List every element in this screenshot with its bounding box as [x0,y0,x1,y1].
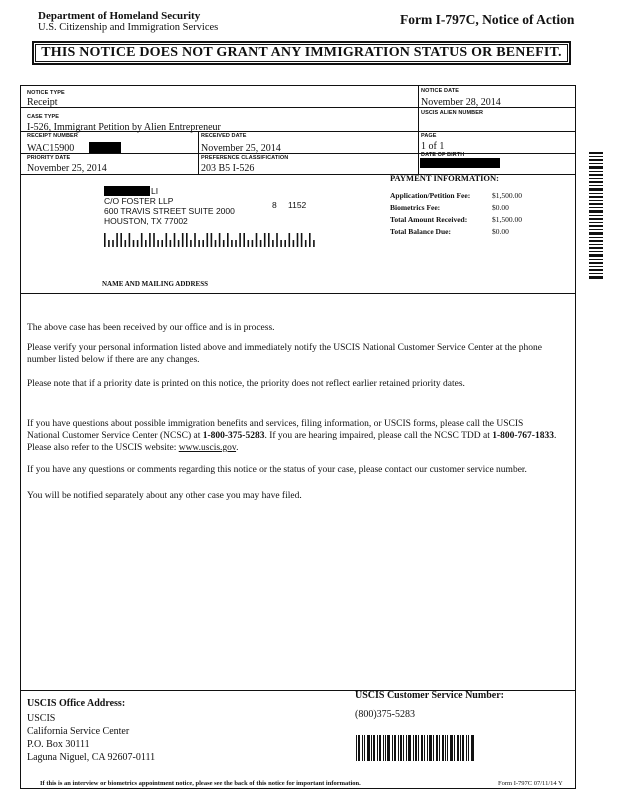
customer-service-title: USCIS Customer Service Number: [355,690,504,701]
notice-date-label: NOTICE DATE [421,88,459,94]
received-date-value: November 25, 2014 [201,143,281,154]
redaction [420,158,500,168]
footer-note: If this is an interview or biometrics appointment notice, please see the back of this notice for important information. [40,780,361,787]
preference-label: PREFERENCE CLASSIFICATION [201,155,289,161]
redaction [89,142,121,153]
form-version: Form I-797C 07/11/14 Y [498,780,563,787]
divider [20,153,576,154]
sort-code-a: 8 [272,200,277,210]
office-line: Laguna Niguel, CA 92607-0111 [27,752,156,763]
uscis-website-link[interactable]: www.uscis.gov [178,443,237,453]
office-line: USCIS [27,713,56,724]
subagency-name: U.S. Citizenship and Immigration Services [38,22,219,33]
ncsc-phone: 1-800-375-5283 [202,431,265,441]
page-label: PAGE [421,133,437,139]
payment-label: Application/Petition Fee: [390,191,471,200]
page-value: 1 of 1 [421,141,445,152]
body-text: If you have questions about possible immigration benefits and services, filing information, or USCIS forms, please call the USCIS National Customer Service Center (NCSC) at [27,419,524,441]
body-paragraph: Please verify your personal information listed above and immediately notify the USCIS National Customer Service Center at the phone number listed below if there are any changes. [27,343,542,365]
office-line: P.O. Box 30111 [27,739,90,750]
payment-label: Total Balance Due: [390,227,451,236]
priority-date-value: November 25, 2014 [27,163,107,174]
address-line-1: C/O FOSTER LLP [104,196,174,206]
case-type-value: I-526, Immigrant Petition by Alien Entrepreneur [27,122,221,133]
redaction [104,186,150,196]
status-banner: THIS NOTICE DOES NOT GRANT ANY IMMIGRATION STATUS OR BENEFIT. [32,41,571,65]
divider [20,107,418,108]
payment-value: $0.00 [492,227,509,236]
body-paragraph: You will be notified separately about any other case you may have filed. [27,491,302,501]
payment-title: PAYMENT INFORMATION: [390,173,500,183]
receipt-number-value: WAC15900 [27,143,75,154]
dob-label: DATE OF BIRTH [421,152,465,158]
agency-name: Department of Homeland Security [38,10,201,22]
divider [198,131,199,174]
body-paragraph: The above case has been received by our office and is in process. [27,323,275,333]
mailing-address-label: NAME AND MAILING ADDRESS [102,280,208,288]
body-text: . [236,443,239,453]
case-type-label: CASE TYPE [27,114,60,120]
body-text: . If you are hearing impaired, please call the NCSC TDD at [264,431,493,441]
customer-service-phone: (800)375-5283 [355,709,415,720]
document-barcode [356,735,476,761]
notice-date-value: November 28, 2014 [421,97,501,108]
payment-value: $1,500.00 [492,215,522,224]
body-paragraph: If you have any questions or comments regarding this notice or the status of your case, please contact our customer service number. [27,465,527,475]
address-line-2: 600 TRAVIS STREET SUITE 2000 [104,206,235,216]
office-title: USCIS Office Address: [27,698,126,709]
receipt-number-label: RECEIPT NUMBER [27,133,78,139]
tdd-phone: 1-800-767-1833 [492,431,554,441]
form-title: Form I-797C, Notice of Action [400,12,575,27]
name-suffix: LI [151,186,159,196]
body-paragraph [27,418,557,454]
priority-date-label: PRIORITY DATE [27,155,71,161]
payment-label: Biometrics Fee: [390,203,441,212]
body-text: . Please also refer to the USCIS website: [27,431,557,453]
address-line-3: HOUSTON, TX 77002 [104,216,188,226]
notice-type-label: NOTICE TYPE [27,90,65,96]
payment-label: Total Amount Received: [390,215,468,224]
postal-barcode [104,233,320,247]
divider [418,85,419,174]
side-barcode [589,152,603,280]
divider [20,293,576,294]
payment-value: $1,500.00 [492,191,522,200]
alien-number-label: USCIS ALIEN NUMBER [421,110,484,116]
notice-type-value: Receipt [27,97,58,108]
payment-value: $0.00 [492,203,509,212]
office-line: California Service Center [27,726,130,737]
body-paragraph: Please note that if a priority date is printed on this notice, the priority does not reflect earlier retained priority dates. [27,379,465,389]
received-date-label: RECEIVED DATE [201,133,247,139]
sort-code-b: 1152 [288,200,307,210]
preference-value: 203 B5 I-526 [201,163,255,174]
